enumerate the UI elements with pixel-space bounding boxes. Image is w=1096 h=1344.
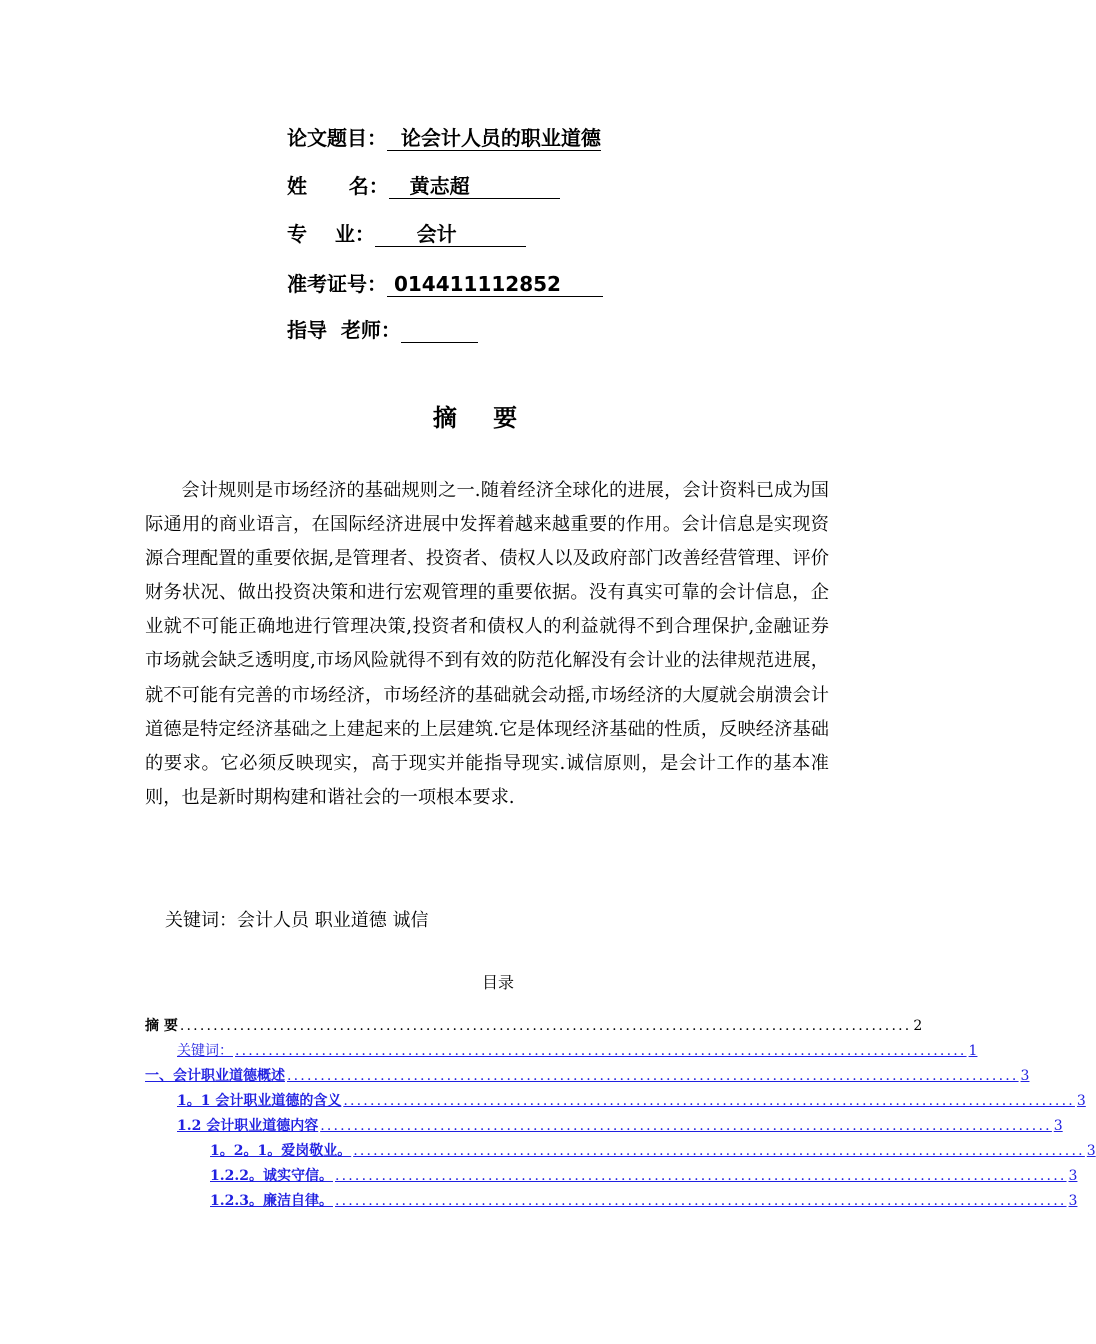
toc-entry-page: 3 [1068, 1168, 1078, 1184]
toc-entry-abstract[interactable] [145, 1016, 923, 1036]
toc-entry-page: 3 [1068, 1193, 1078, 1209]
toc-leader-dots: .............................................................................................................. [287, 1068, 1019, 1084]
toc-entry-section-1-2-1[interactable] [210, 1141, 1096, 1161]
toc-entry-text: 关键词： [177, 1043, 233, 1059]
toc-leader-dots: .............................................................................................................. [320, 1118, 1052, 1134]
toc-entry-text: 1。1 会计职业道德的含义 [177, 1093, 342, 1109]
advisor-value [401, 318, 478, 343]
toc-entry-page: 2 [913, 1018, 923, 1034]
exam-number-value: 014411112852 [387, 272, 603, 296]
abstract-body: 会计规则是市场经济的基础规则之一.随着经济全球化的进展，会计资料已成为国际通用的商业语言，在国际经济进展中发挥着越来越重要的作用。会计信息是实现资源合理配置的重要依据,是管理者、投资者、债权人以及政府部门改善经营管理、评价财务状况、做出投资决策和进行宏观管理的重要依据。没有真实可靠的会计信息，企业就不可能正确地进行管理决策,投资者和债权人的利益就得不到合理保护,金融证券市场就会缺乏透明度,市场风险就得不到有效的防范化解没有会计业的法律规范进展，就不可能有完善的市场经济，市场经济的基础就会动摇,市场经济的大厦就会崩溃会计道德是特定经济基础之上建起来的上层建筑.它是体现经济基础的性质，反映经济基础的要求。它必须反映现实，高于现实并能指导现实.诚信原则，是会计工作的基本准则，也是新时期构建和谐社会的一项根本要求. [145, 480, 829, 808]
advisor-label: 指导 老师： [287, 318, 401, 342]
author-name-value: 黄志超 [388, 174, 561, 198]
major-label: 专 业： [287, 222, 375, 246]
toc-entry-page: 3 [1020, 1068, 1030, 1084]
keywords-line: 关键词：会计人员 职业道德 诚信 [165, 910, 429, 931]
toc-entry-keywords[interactable] [177, 1041, 978, 1061]
exam-number-label: 准考证号： [287, 272, 387, 296]
toc-entry-section-1-2-2[interactable] [210, 1166, 1078, 1186]
thesis-title-row [287, 124, 601, 152]
toc-entry-section-1-1[interactable] [177, 1091, 1086, 1111]
toc-leader-dots: .............................................................................................................. [334, 1168, 1067, 1184]
toc-entry-section-1-2[interactable] [177, 1116, 1063, 1136]
toc-entry-section-1-2-3[interactable] [210, 1191, 1078, 1211]
toc-entry-page: 3 [1086, 1143, 1096, 1159]
toc-entry-page: 1 [968, 1043, 978, 1059]
toc-entry-text: 1.2 会计职业道德内容 [177, 1118, 319, 1134]
toc-leader-dots: .............................................................................................................. [179, 1018, 912, 1034]
toc-leader-dots: .............................................................................................................. [343, 1093, 1075, 1109]
toc-entry-chapter-1[interactable] [145, 1066, 1030, 1086]
toc-entry-text: 摘 要 [145, 1018, 178, 1034]
author-name-row [287, 172, 560, 200]
toc-heading: 目录 [481, 973, 514, 992]
toc-entry-text: 1.2.2。诚实守信。 [210, 1168, 333, 1184]
toc-entry-page: 3 [1053, 1118, 1063, 1134]
thesis-title-label: 论文题目： [287, 126, 387, 150]
abstract-heading: 摘 要 [432, 403, 532, 432]
toc-entry-page: 3 [1076, 1093, 1086, 1109]
toc-entry-text: 1。2。1。爱岗敬业。 [210, 1143, 352, 1159]
toc-leader-dots: .............................................................................................................. [235, 1043, 967, 1059]
thesis-title-value: 论会计人员的职业道德 [387, 126, 601, 150]
toc-entry-text: 1.2.3。廉洁自律。 [210, 1193, 333, 1209]
major-row [287, 220, 526, 248]
toc-leader-dots: .............................................................................................................. [334, 1193, 1067, 1209]
toc-entry-text: 一、会计职业道德概述 [145, 1068, 285, 1084]
author-name-label: 姓 名： [287, 174, 389, 198]
toc-leader-dots: .............................................................................................................. [353, 1143, 1085, 1159]
advisor-row [287, 316, 478, 344]
major-value: 会计 [374, 222, 527, 246]
exam-number-row [287, 270, 603, 298]
